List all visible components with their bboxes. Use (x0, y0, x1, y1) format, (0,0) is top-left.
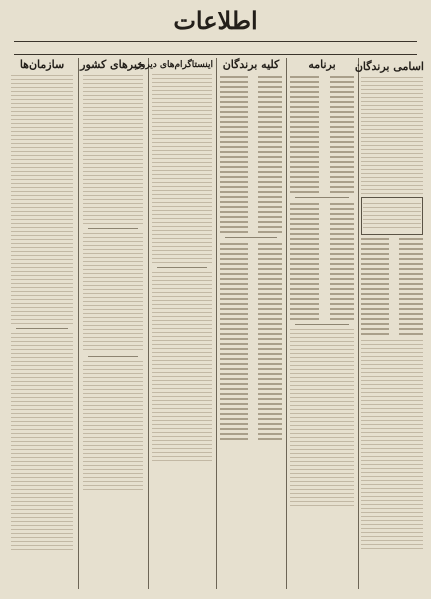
footer-headline (96, 574, 200, 588)
column-program (289, 56, 355, 591)
column-headline: سازمان‌ها (19, 58, 65, 71)
body-text-block (363, 203, 421, 231)
column-lottery (219, 56, 283, 591)
body-text-block (290, 329, 354, 509)
program-table (290, 75, 354, 194)
column-yesterday (136, 56, 213, 591)
body-text-block (83, 233, 143, 353)
body-text-block (152, 74, 212, 264)
winners-table (220, 242, 282, 441)
program-table (290, 202, 354, 321)
column-rule (78, 58, 79, 589)
body-text-block (152, 272, 212, 462)
column-country-news (82, 56, 144, 591)
column-rule (148, 58, 149, 589)
column-headline: خبرهای کشور (80, 58, 144, 71)
boxed-notice (361, 197, 423, 235)
column-winners (354, 56, 424, 591)
masthead-title: اطلاعات (173, 6, 258, 35)
body-text-block (361, 77, 423, 195)
column-rule (216, 58, 217, 589)
column-rule (286, 58, 287, 589)
column-headline: برنامه (308, 58, 336, 71)
dateline-bar (14, 41, 417, 55)
body-text-block (83, 75, 143, 225)
body-text-block (11, 75, 73, 325)
body-text-block (11, 333, 73, 553)
column-rule (358, 58, 359, 589)
winners-list (361, 237, 423, 336)
winners-table (220, 75, 282, 234)
column-headline: اینستاگرام‌های دیروز (136, 60, 213, 70)
column-headline: اسامی برندگان (354, 60, 424, 73)
body-text-block (83, 361, 143, 491)
body-text-block (361, 340, 423, 550)
column-organizations (10, 56, 74, 591)
column-headline: کلیه برندگان (222, 58, 280, 71)
